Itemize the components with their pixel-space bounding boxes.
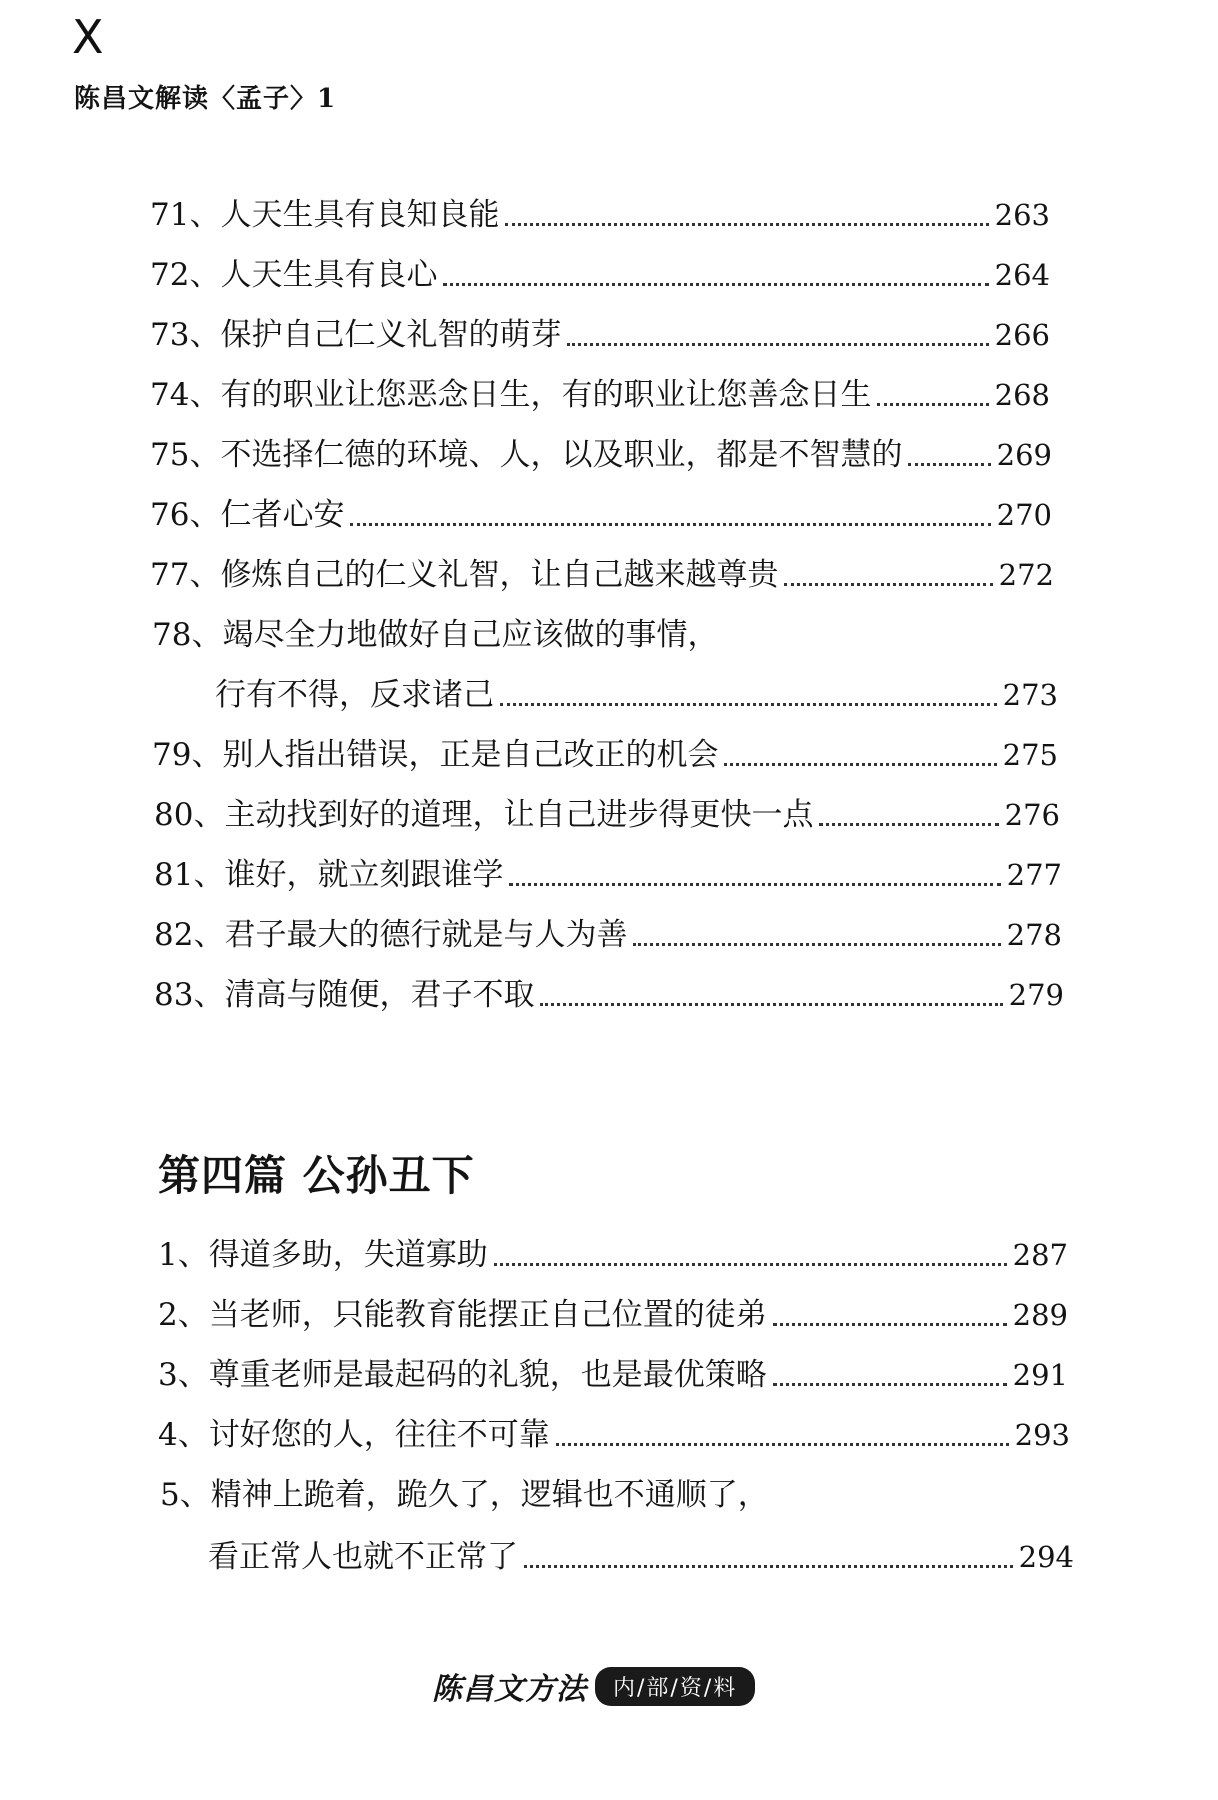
toc-item-label: 行有不得，反求诸己 xyxy=(215,677,494,713)
toc-item[interactable] xyxy=(150,255,1050,295)
toc-item[interactable] xyxy=(158,1415,1070,1455)
dot-leader xyxy=(350,523,990,526)
section-heading: 第四篇 公孙丑下 xyxy=(158,1151,475,1200)
toc-item-label: 79、别人指出错误，正是自己改正的机会 xyxy=(152,737,719,773)
toc-item[interactable] xyxy=(158,1295,1068,1335)
toc-item-label: 73、保护自己仁义礼智的萌芽 xyxy=(150,317,562,353)
dot-leader xyxy=(773,1383,1007,1386)
toc-item[interactable] xyxy=(150,315,1050,355)
toc-item-label: 76、仁者心安 xyxy=(150,497,345,533)
toc-item[interactable] xyxy=(150,435,1052,475)
toc-item-page: 263 xyxy=(994,198,1050,232)
toc-item-page: 277 xyxy=(1006,858,1062,892)
toc-item-label: 71、人天生具有良知良能 xyxy=(150,197,500,233)
toc-item[interactable] xyxy=(154,795,1060,835)
dot-leader xyxy=(556,1443,1009,1446)
toc-item[interactable] xyxy=(150,495,1052,535)
toc-item-label: 4、讨好您的人，往往不可靠 xyxy=(158,1417,550,1453)
toc-item-label: 80、主动找到好的道理，让自己进步得更快一点 xyxy=(154,797,814,833)
toc-item[interactable] xyxy=(152,735,1058,775)
dot-leader xyxy=(540,1003,1002,1006)
footer-brand: 陈昌文方法 xyxy=(432,1672,587,1707)
toc-item-first-line[interactable] xyxy=(152,615,1056,655)
toc-item-page: 272 xyxy=(998,558,1054,592)
toc-item-page: 278 xyxy=(1006,918,1062,952)
toc-item[interactable] xyxy=(150,195,1050,235)
toc-item-label: 83、清高与随便，君子不取 xyxy=(154,977,535,1013)
toc-item-page: 276 xyxy=(1004,798,1060,832)
footer-logo xyxy=(432,1664,755,1708)
dot-leader xyxy=(500,703,997,706)
toc-item-page: 289 xyxy=(1012,1298,1068,1332)
toc-item-page: 291 xyxy=(1012,1358,1068,1392)
toc-item-label: 1、得道多助，失道寡助 xyxy=(158,1237,488,1273)
toc-item-label: 75、不选择仁德的环境、人，以及职业，都是不智慧的 xyxy=(150,437,903,473)
toc-item[interactable] xyxy=(158,1355,1068,1395)
dot-leader xyxy=(505,223,988,226)
toc-item[interactable] xyxy=(154,975,1064,1015)
dot-leader xyxy=(724,763,996,766)
toc-item-label: 5、精神上跪着，跪久了，逻辑也不通顺了， xyxy=(160,1477,769,1513)
dot-leader xyxy=(784,583,992,586)
toc-item-label: 72、人天生具有良心 xyxy=(150,257,438,293)
close-icon[interactable]: X xyxy=(72,10,104,64)
dot-leader xyxy=(819,823,998,826)
toc-item-page: 293 xyxy=(1014,1418,1070,1452)
toc-item-first-line[interactable] xyxy=(160,1475,1072,1515)
toc-item-page: 264 xyxy=(994,258,1050,292)
toc-item-page: 266 xyxy=(994,318,1050,352)
toc-item-label: 78、竭尽全力地做好自己应该做的事情， xyxy=(152,617,719,653)
internal-material-badge: 内/部/资/料 xyxy=(595,1667,755,1706)
toc-item[interactable] xyxy=(158,1235,1068,1275)
toc-item-continuation[interactable] xyxy=(208,1537,1074,1577)
dot-leader xyxy=(443,283,988,286)
dot-leader xyxy=(773,1323,1007,1326)
dot-leader xyxy=(908,463,990,466)
toc-item-page: 270 xyxy=(996,498,1052,532)
toc-item-page: 287 xyxy=(1012,1238,1068,1272)
toc-item-continuation[interactable] xyxy=(215,675,1058,715)
toc-item-page: 273 xyxy=(1002,678,1058,712)
toc-item-page: 279 xyxy=(1008,978,1064,1012)
dot-leader xyxy=(877,403,988,406)
dot-leader xyxy=(633,943,1000,946)
toc-item-label: 看正常人也就不正常了 xyxy=(208,1539,518,1575)
dot-leader xyxy=(509,883,1000,886)
toc-item[interactable] xyxy=(154,915,1062,955)
toc-item-page: 294 xyxy=(1018,1540,1074,1574)
dot-leader xyxy=(524,1565,1013,1568)
toc-item-page: 275 xyxy=(1002,738,1058,772)
toc-item-label: 81、谁好，就立刻跟谁学 xyxy=(154,857,504,893)
toc-item-label: 74、有的职业让您恶念日生，有的职业让您善念日生 xyxy=(150,377,872,413)
toc-item-page: 268 xyxy=(994,378,1050,412)
toc-item-label: 82、君子最大的德行就是与人为善 xyxy=(154,917,628,953)
toc-item-label: 77、修炼自己的仁义礼智，让自己越来越尊贵 xyxy=(150,557,779,593)
toc-item-label: 3、尊重老师是最起码的礼貌，也是最优策略 xyxy=(158,1357,767,1393)
toc-item[interactable] xyxy=(150,555,1054,595)
toc-item[interactable] xyxy=(154,855,1062,895)
toc-item-label: 2、当老师，只能教育能摆正自己位置的徒弟 xyxy=(158,1297,767,1333)
toc-item-page: 269 xyxy=(996,438,1052,472)
dot-leader xyxy=(494,1263,1007,1266)
dot-leader xyxy=(567,343,988,346)
toc-item[interactable] xyxy=(150,375,1050,415)
book-title: 陈昌文解读〈孟子〉1 xyxy=(74,84,337,114)
